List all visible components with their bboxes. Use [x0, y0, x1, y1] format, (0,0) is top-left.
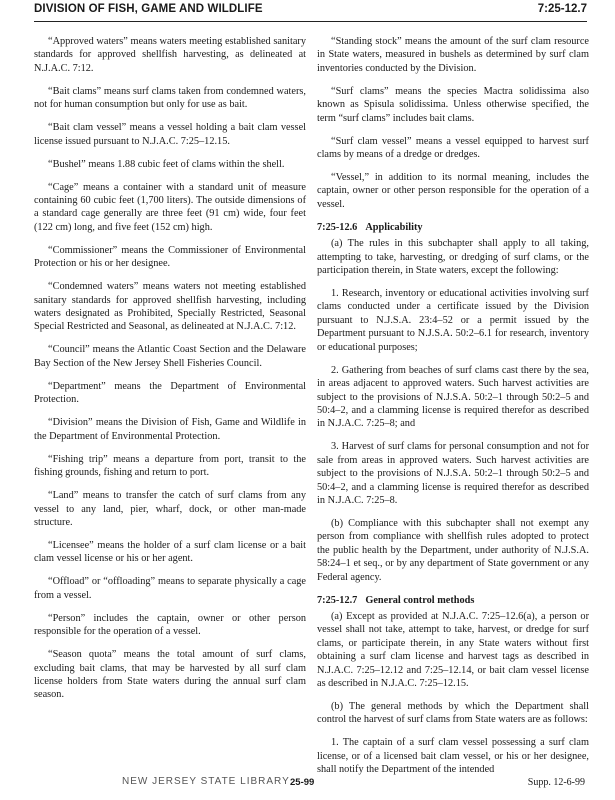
- subsection-a: (a) Except as provided at N.J.A.C. 7:25–12.6(a), a person or vessel shall not take, attempt to take, harvest, or dredge for surf clams, or participate therein, in any State waters without first obtaining a surf clam license and harvest tags as described in N.J.A.C. 7:25–12.12 and 7:25–12.14, or bait clam vessel license as described in N.J.A.C. 7:25–12.15.: [317, 610, 589, 689]
- definition-person: “Person” includes the captain, owner or other person responsible for the operation of a vessel.: [34, 612, 306, 638]
- supplement-date: Supp. 12-6-99: [527, 777, 585, 788]
- definition-bait-clam-vessel: “Bait clam vessel” means a vessel holding a bait clam vessel license issued pursuant to N.J.A.C. 7:25–12.15.: [34, 122, 306, 147]
- section-title: General control methods: [365, 594, 475, 606]
- definition-land: “Land” means to transfer the catch of surf clams from any vessel to any land, pier, wharf, dock, or other man-made structure.: [34, 490, 306, 528]
- definition-commissioner: “Commissioner” means the Commissioner of Environmental Protection or his or her designee.: [34, 244, 306, 270]
- left-column: [34, 35, 306, 711]
- definition-surf-clam-vessel: “Surf clam vessel” means a vessel equipped to harvest surf clams by means of a dredge or dredges.: [317, 135, 589, 161]
- definition-department: “Department” means the Department of Environmental Protection.: [34, 380, 306, 406]
- definition-approved-waters: “Approved waters” means waters meeting established sanitary standards for approved shellfish harvesting, as delineated at N.J.A.C. 7:12.: [34, 36, 306, 74]
- running-header-title: DIVISION OF FISH, GAME AND WILDLIFE: [34, 3, 263, 15]
- section-title: Applicability: [365, 221, 423, 233]
- definition-standing-stock: “Standing stock” means the amount of the surf clam resource in State waters, measured in bushels as determined by surf clam inventories conducted by the Division.: [317, 36, 589, 74]
- list-item: 1. The captain of a surf clam vessel possessing a surf clam license, or of a licensed bait clam vessel, or his or her designee, shall notify the Department of the intended: [317, 737, 589, 776]
- definition-condemned-waters: “Condemned waters” means waters not meeting established sanitary standards for approved shellfish harvesting, including waters designated as Prohibited, Specially Restricted, Seasonal Special Restricted and Seasonal, as delineated at N.J.A.C. 7:12.: [34, 281, 306, 333]
- library-stamp: NEW JERSEY STATE LIBRARY: [122, 776, 290, 787]
- section-heading-general-control: [317, 594, 589, 607]
- subsection-b: (b) Compliance with this subchapter shall not exempt any person from compliance with shellfish rules adopted to protect the public health by the Department, under authority of N.J.S.A. 58:24–1 et seq., or by any department of State government or any Federal agency.: [317, 517, 589, 583]
- header-rule: [34, 21, 587, 22]
- list-item: 2. Gathering from beaches of surf clams cast there by the sea, in areas adjacent to approved waters. Such harvest activities are subject to the provisions of N.J.S.A. 50:2–1 through 50:2–5 and 50:4–2, and a clamming license is required therefor as described in N.J.A.C. 7:25–8; and: [317, 364, 589, 430]
- definition-vessel: “Vessel,” in addition to its normal meaning, includes the captain, owner or other person responsible for the operation of a vessel.: [317, 172, 589, 210]
- definition-council: “Council” means the Atlantic Coast Section and the Delaware Bay Section of the New Jersey Shell Fisheries Council.: [34, 344, 306, 369]
- list-item: 3. Harvest of surf clams for personal consumption and not for sale from areas in approved waters. Such harvest activities are subject to the provisions of N.J.S.A. 50:2–1 through 50:2–5 and 50:4–2, and a clamming license is required therefor as described in N.J.A.C. 7:25–8.: [317, 441, 589, 506]
- section-number: 7:25-12.6: [317, 221, 358, 233]
- subsection-b: (b) The general methods by which the Department shall control the harvest of surf clams from State waters are as follows:: [317, 701, 589, 726]
- definition-cage: “Cage” means a container with a standard unit of measure containing 60 cubic feet (1,700 liters). The outside dimensions of a standard cage generally are three feet (91 cm) wide, four feet (122 cm) long, and five feet (152 cm) high.: [34, 181, 306, 233]
- page-footer: [34, 776, 587, 792]
- definition-fishing-trip: “Fishing trip” means a departure from port, transit to the fishing grounds, fishing and return to port.: [34, 453, 306, 479]
- definition-licensee: “Licensee” means the holder of a surf clam license or a bait clam vessel license or his or her agent.: [34, 539, 306, 565]
- definition-bushel: “Bushel” means 1.88 cubic feet of clams within the shell.: [48, 158, 285, 170]
- page-number: 25-99: [290, 777, 315, 788]
- section-heading-applicability: [317, 221, 589, 234]
- definition-bait-clams: “Bait clams” means surf clams taken from condemned waters, not for human consumption but only for use as bait.: [34, 85, 306, 111]
- definition-division: “Division” means the Division of Fish, Game and Wildlife in the Department of Environmental Protection.: [34, 417, 306, 442]
- list-item: 1. Research, inventory or educational activities involving surf clams conducted under a certificate issued by the Division pursuant to N.J.S.A. 23:4–52 or a permit issued by the Department pursuant to N.J.S.A. 50:2–6.1 for research, inventory or educational purposes;: [317, 288, 589, 353]
- section-number: 7:25-12.7: [317, 594, 358, 606]
- running-header-section: 7:25-12.7: [537, 3, 587, 15]
- definition-season-quota: “Season quota” means the total amount of surf clams, excluding bait clams, that may be harvested by all surf clam license holders from State waters during the annual surf clam season.: [34, 649, 306, 701]
- definition-surf-clams: “Surf clams” means the species Mactra solidissima also known as Spisula solidissima. Unless otherwise specified, the term “surf clams” includes bait clams.: [317, 85, 589, 124]
- right-column: [317, 35, 589, 786]
- definition-offload: “Offload” or “offloading” means to separate physically a cage from a vessel.: [34, 576, 306, 601]
- subsection-a: (a) The rules in this subchapter shall apply to all taking, attempting to take, harvesting, or dredging of surf clams, or the participation therein, in State waters, except the following:: [317, 238, 589, 277]
